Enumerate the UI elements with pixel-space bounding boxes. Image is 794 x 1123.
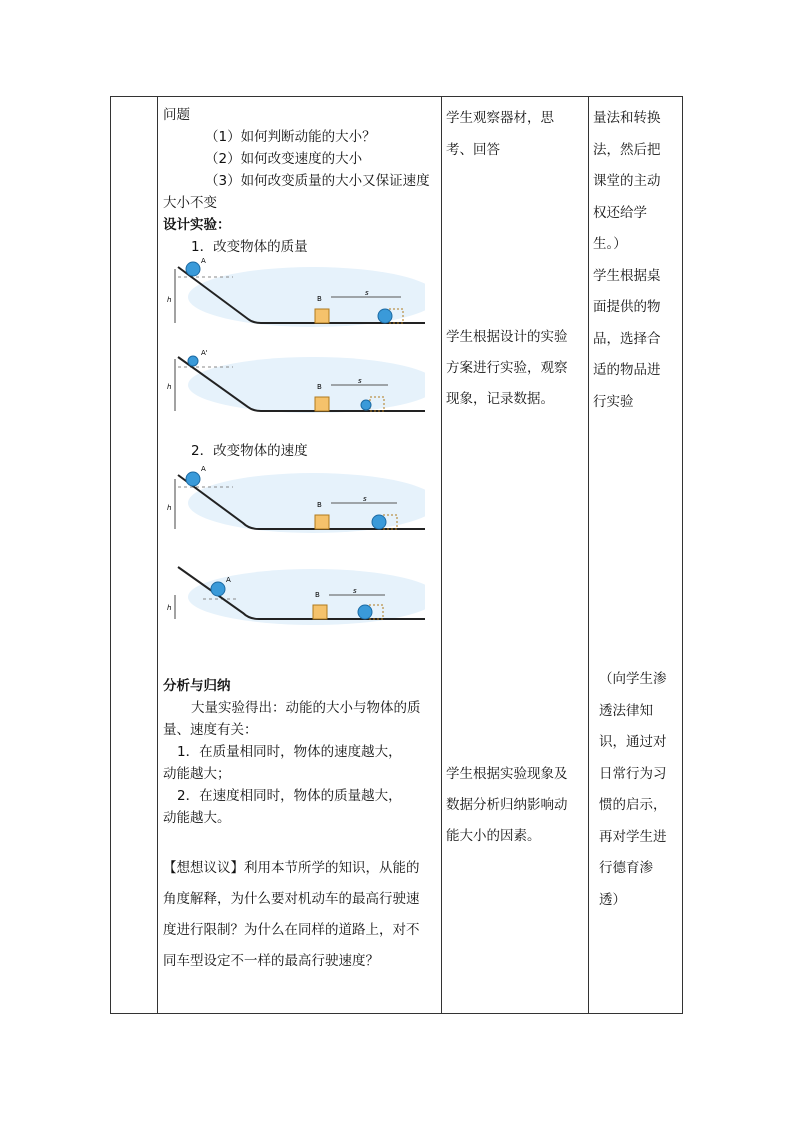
ball-label: A (226, 576, 231, 584)
intent-line: 权还给学 (593, 204, 647, 221)
discussion-line: 角度解释，为什么要对机动车的最高行驶速 (163, 891, 420, 907)
intent-line: 适的物品进 (593, 362, 661, 378)
figure-speed-2 (163, 557, 425, 627)
intent-line: 行德育渗 (599, 860, 653, 876)
intent-line: 透法律知 (599, 702, 653, 719)
intent-line: 生。） (593, 236, 627, 252)
height-label: h (167, 504, 172, 512)
activity-line: 考、回答 (446, 141, 500, 158)
intent-line: 品，选择合 (593, 330, 661, 347)
figure-speed-1 (163, 465, 425, 537)
intent-line: 学生根据桌 (593, 267, 661, 284)
analysis-heading: 分析与归纳 (163, 678, 231, 694)
question-1: （1）如何判断动能的大小？ (205, 129, 376, 145)
analysis-line: 1．在质量相同时，物体的速度越大， (177, 744, 402, 760)
step-2-block (163, 440, 443, 462)
intent-line: 识，通过对 (599, 734, 667, 750)
design-intent-2 (599, 664, 683, 916)
discussion-line: 【想想议议】利用本节所学的知识，从能的 (163, 860, 420, 876)
height-label: h (167, 604, 172, 612)
intent-line: 面提供的物 (593, 299, 661, 315)
activity-line: 数据分析归纳影响动 (446, 797, 568, 813)
column-divider-1 (157, 97, 158, 1013)
question-3-cont: 大小不变 (163, 195, 217, 211)
ball-label: A' (201, 349, 208, 357)
question-line: 问题 (163, 107, 190, 123)
height-label: h (167, 296, 172, 304)
analysis-line: 量、速度有关： (163, 722, 258, 738)
figure-mass-1 (163, 257, 425, 329)
discussion-line: 度进行限制？为什么在同样的道路上，对不 (163, 922, 420, 938)
block-label: B (315, 591, 320, 599)
block-label: B (317, 295, 322, 303)
ball-label: A (201, 465, 206, 473)
analysis-line: 2．在速度相同时，物体的质量越大， (177, 788, 402, 804)
design-intent-1 (593, 103, 677, 418)
design-heading: 设计实验： (163, 217, 231, 233)
intent-line: 法，然后把 (593, 141, 661, 158)
intent-line: （向学生渗 (599, 671, 667, 687)
question-2: （2）如何改变速度的大小 (205, 151, 363, 167)
activity-line: 现象，记录数据。 (446, 391, 554, 407)
lesson-table (110, 96, 683, 1014)
height-label: h (167, 383, 172, 391)
activity-line: 能大小的因素。 (446, 828, 541, 844)
step-1-label: 1．改变物体的质量 (191, 239, 308, 255)
ball-label: A (201, 257, 206, 265)
activity-line: 方案进行实验，观察 (446, 360, 568, 376)
analysis-block (163, 675, 443, 829)
intent-line: 日常行为习 (599, 765, 667, 782)
analysis-line: 动能越大； (163, 766, 231, 782)
block-label: B (317, 383, 322, 391)
student-activity-3 (446, 759, 584, 852)
activity-line: 学生根据设计的实验 (446, 329, 568, 345)
student-activity-2 (446, 322, 584, 415)
distance-label: s (358, 377, 362, 385)
step-2-label: 2．改变物体的速度 (191, 443, 308, 459)
block-label: B (317, 501, 322, 509)
activity-line: 学生根据实验现象及 (446, 766, 568, 782)
distance-label: s (365, 289, 369, 297)
intent-line: 课堂的主动 (593, 173, 661, 189)
intent-line: 透） (599, 891, 626, 908)
discussion-line: 同车型设定不一样的最高行驶速度？ (163, 953, 379, 969)
question-block (163, 104, 443, 258)
activity-line: 学生观察器材，思 (446, 110, 554, 126)
intent-line: 再对学生进 (599, 828, 667, 845)
question-3: （3）如何改变质量的大小又保证速度 (205, 173, 430, 189)
intent-line: 量法和转换 (593, 110, 661, 126)
analysis-line: 动能越大。 (163, 810, 231, 826)
student-activity-1 (446, 103, 584, 166)
analysis-line: 大量实验得出：动能的大小与物体的质 (191, 700, 421, 716)
distance-label: s (353, 587, 357, 595)
intent-line: 惯的启示， (599, 797, 667, 813)
distance-label: s (363, 495, 367, 503)
discussion-block (163, 853, 443, 977)
figure-mass-2 (163, 347, 425, 417)
intent-line: 行实验 (593, 393, 634, 410)
column-divider-3 (588, 97, 589, 1013)
